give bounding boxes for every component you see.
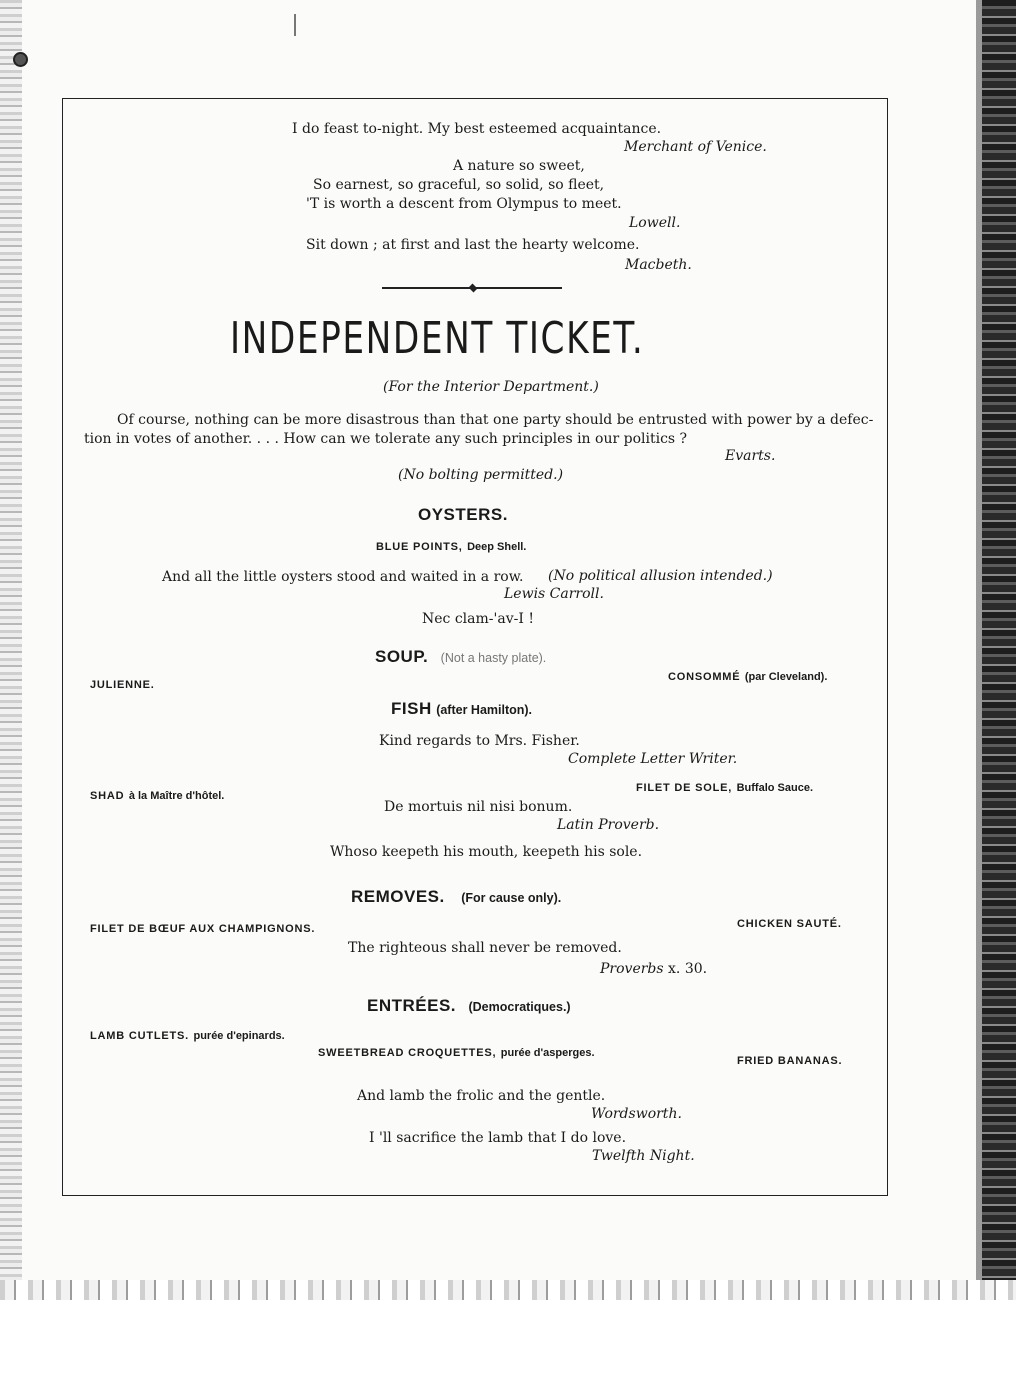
shad-name: SHAD	[90, 790, 125, 802]
sweetbread-name: SWEETBREAD CROQUETTES,	[318, 1047, 497, 1059]
intro-attribution: Evarts.	[725, 448, 776, 464]
fish-attribution-2: Latin Proverb.	[557, 817, 660, 833]
fish-dish-shad	[90, 786, 224, 805]
epigraph-line-5: Sit down ; at first and last the hearty welcome.	[306, 237, 640, 253]
epigraph-line-1: I do feast to-night. My best esteemed acquaintance.	[292, 121, 662, 137]
removes-note: (For cause only).	[461, 891, 562, 905]
sole-name: FILET DE SOLE,	[636, 782, 733, 794]
epigraph-line-3: So earnest, so graceful, so solid, so fleet,	[313, 177, 605, 193]
entrees-attribution-1: Wordsworth.	[591, 1106, 682, 1122]
entrees-attribution-2: Twelfth Night.	[592, 1148, 695, 1164]
oysters-dish-note: Deep Shell.	[467, 541, 527, 553]
epigraph-attribution-2: Lowell.	[629, 215, 681, 231]
oysters-quote-note: (No political allusion intended.)	[548, 568, 773, 584]
entree-sweetbread	[318, 1043, 595, 1062]
fish-dish-sole	[636, 778, 813, 797]
oysters-quote: And all the little oysters stood and waited in a row.	[162, 569, 524, 585]
entree-lamb-cutlets	[90, 1026, 285, 1045]
entrees-heading: ENTRÉES.	[367, 996, 457, 1015]
fish-heading: FISH	[391, 699, 432, 718]
oysters-pun: Nec clam-'av-I !	[422, 611, 534, 627]
removes-dish-chicken: CHICKEN SAUTÉ.	[737, 918, 842, 930]
page-right-edge	[982, 0, 1016, 1300]
removes-dish-filet: FILET DE BŒUF AUX CHAMPIGNONS.	[90, 923, 316, 935]
divider-ornament	[382, 284, 562, 292]
entree-fried-bananas: FRIED BANANAS.	[737, 1055, 843, 1067]
entrees-note: (Democratiques.)	[468, 1000, 571, 1014]
shad-note: à la Maître d'hôtel.	[128, 790, 225, 802]
fish-quote-2: De mortuis nil nisi bonum.	[384, 799, 573, 815]
sweetbread-note: purée d'asperges.	[500, 1047, 595, 1059]
epigraph-attribution-1: Merchant of Venice.	[624, 139, 767, 155]
page-left-edge	[0, 0, 22, 1300]
fish-quote-1: Kind regards to Mrs. Fisher.	[379, 733, 580, 749]
fish-note: (after Hamilton).	[436, 703, 533, 717]
removes-quote: The righteous shall never be removed.	[348, 940, 622, 956]
oysters-dish-name: BLUE POINTS,	[376, 541, 463, 553]
lamb-cutlets-name: LAMB CUTLETS.	[90, 1030, 190, 1042]
entrees-quote-1: And lamb the frolic and the gentle.	[357, 1088, 606, 1104]
oysters-heading: OYSTERS.	[418, 505, 508, 524]
entrees-heading-row	[367, 997, 571, 1016]
oysters-dish	[376, 537, 526, 556]
removes-attribution-ref: x. 30.	[668, 961, 708, 977]
soup-heading-row	[375, 648, 546, 667]
intro-line-2: tion in votes of another. . . . How can we tolerate any such principles in our politics ?	[84, 431, 688, 447]
scan-mark	[294, 14, 296, 36]
lamb-cutlets-note: purée d'epinards.	[193, 1030, 285, 1042]
image-footer-area	[0, 1300, 1016, 1390]
soup-dish-consomme	[668, 667, 827, 686]
removes-attribution	[600, 960, 707, 978]
binding-hole-icon	[13, 52, 28, 67]
soup-dish-julienne: JULIENNE.	[90, 679, 155, 691]
page-title: INDEPENDENT TICKET.	[230, 313, 645, 364]
fish-heading-row	[391, 700, 532, 719]
fish-attribution-1: Complete Letter Writer.	[568, 751, 738, 767]
page-subtitle: (For the Interior Department.)	[383, 379, 599, 395]
oysters-attribution: Lewis Carroll.	[504, 586, 604, 602]
sole-note: Buffalo Sauce.	[736, 782, 814, 794]
removes-heading: REMOVES.	[351, 887, 445, 906]
epigraph-line-2: A nature so sweet,	[453, 158, 585, 174]
entrees-quote-2: I 'll sacrifice the lamb that I do love.	[369, 1130, 627, 1146]
soup-note: (Not a hasty plate).	[440, 651, 547, 665]
removes-heading-row	[351, 888, 561, 907]
removes-attribution-book: Proverbs	[600, 961, 664, 977]
epigraph-attribution-3: Macbeth.	[625, 257, 692, 273]
consomme-note: (par Cleveland).	[744, 671, 828, 683]
page-bottom-edge	[0, 1280, 1016, 1300]
fish-quote-3: Whoso keepeth his mouth, keepeth his sole.	[330, 844, 643, 860]
soup-heading: SOUP.	[375, 647, 429, 666]
intro-note: (No bolting permitted.)	[398, 467, 564, 483]
epigraph-line-4: 'T is worth a descent from Olympus to meet.	[306, 196, 622, 212]
intro-line-1: Of course, nothing can be more disastrous than that one party should be entrusted with power by a defec-	[117, 412, 874, 428]
consomme-name: CONSOMMÉ	[668, 671, 741, 683]
